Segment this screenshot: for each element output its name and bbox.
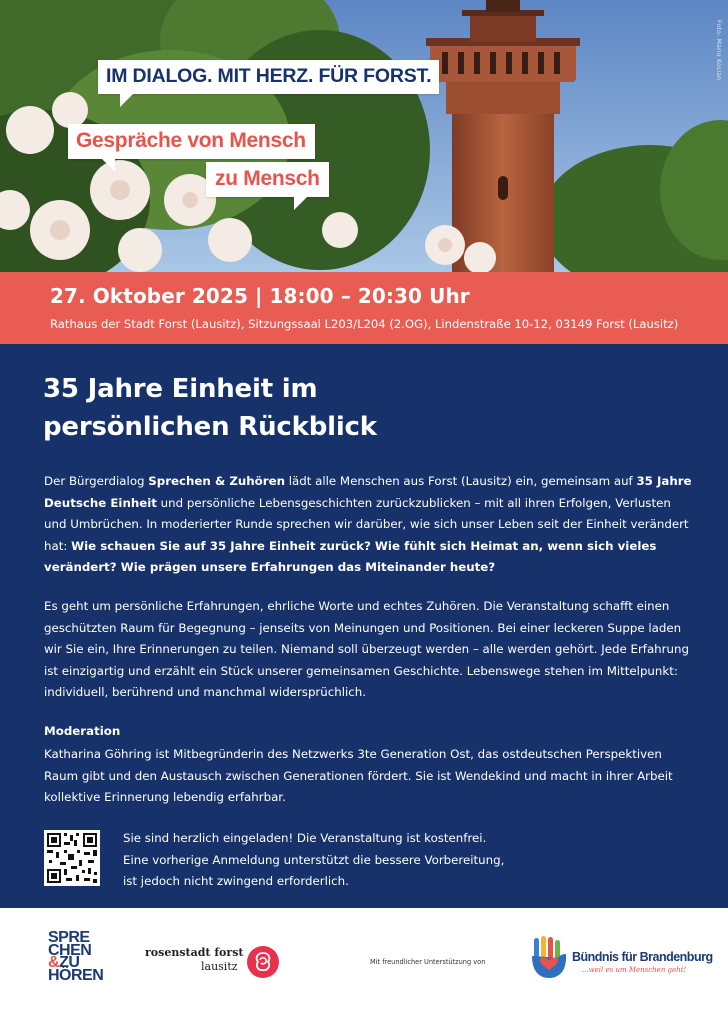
- speech-bubble-conversations: Gespräche von Mensch: [68, 124, 315, 159]
- buendnis-logo-tagline: ...weil es um Menschen geht!: [582, 966, 687, 974]
- invitation-line-1: Sie sind herzlich eingeladen! Die Veranstaltung ist kostenfrei.: [123, 831, 487, 845]
- sprechen-zuhoeren-logo: [48, 929, 104, 984]
- moderation-text: Katharina Göhring ist Mitbegründerin des Netzwerks 3te Generation Ost, das ostdeutschen Perspektiven Raum gibt und den Austausch zwischen Generationen fördert. Sie ist Wendekind und macht in ihrer Arbeit kollektive Erinnerung lebendig erfahrbar.: [44, 747, 673, 804]
- rosenstadt-forst-logo-name: rosenstadt forst: [145, 946, 244, 959]
- moderation-title: Moderation: [44, 724, 121, 738]
- speech-bubble-slogan: IM DIALOG. MIT HERZ. FÜR FORST.: [98, 60, 439, 94]
- intro-paragraph: [44, 471, 692, 579]
- sz-logo-line-2: CHEN: [48, 941, 92, 959]
- sz-logo-line-4: HÖREN: [48, 966, 104, 984]
- event-date-band: [0, 272, 728, 344]
- intro-text-d: 35 Jahre Deutsche Einheit: [44, 474, 692, 510]
- intro-questions: Wie schauen Sie auf 35 Jahre Einheit zurück? Wie fühlt sich Heimat an, wenn sich vieles verändert? Wie prägen unsere Erfahrungen das Miteinander heute?: [44, 538, 657, 574]
- qr-code-icon: [44, 830, 100, 886]
- headline-line-1: 35 Jahre Einheit im: [43, 374, 318, 404]
- main-content: [0, 344, 728, 908]
- headline: [43, 370, 643, 446]
- rosenstadt-forst-logo-sub: lausitz: [201, 960, 238, 973]
- footer: [0, 908, 728, 1024]
- sz-logo-ampersand: &: [48, 954, 60, 971]
- qr-code[interactable]: [44, 830, 100, 886]
- hand-heart-icon: [528, 936, 570, 980]
- photo-credit: Foto: Mario Kosian: [715, 20, 722, 81]
- sz-logo-line-3: ZU: [59, 954, 80, 971]
- invitation-line-3: ist jedoch nicht zwingend erforderlich.: [123, 874, 349, 888]
- invitation-line-2: Eine vorherige Anmeldung unterstützt die bessere Vorbereitung,: [123, 852, 505, 867]
- invitation-text: [123, 828, 504, 893]
- intro-text-b: Sprechen & Zuhören: [148, 474, 286, 488]
- intro-text-e: und persönliche Lebensgeschichten zurückzublicken – mit all ihren Erfolgen, Verlusten und Umbrüchen. In moderierter Runde sprechen wir darüber, wie sich unser Leben seit der Einheit verändert hat:: [44, 495, 689, 553]
- support-text: Mit freundlicher Unterstützung von: [370, 958, 486, 966]
- rose-icon: [246, 945, 280, 979]
- event-venue: Rathaus der Stadt Forst (Lausitz), Sitzungssaal L203/L204 (2.OG), Lindenstraße 10-12, 03149 Forst (Lausitz): [50, 317, 679, 331]
- hero-image: [0, 0, 728, 272]
- speech-bubble-person: zu Mensch: [206, 162, 329, 197]
- buendnis-logo-name: Bündnis für Brandenburg: [572, 950, 713, 964]
- body-paragraph: Es geht um persönliche Erfahrungen, ehrliche Worte und echtes Zuhören. Die Veranstaltung schafft einen geschützten Raum für Begegnung – jenseits von Meinungen und Positionen. Bei einer leckeren Suppe laden wir Sie ein, Ihre Erinnerungen zu teilen. Niemand soll überzeugt werden – alle werden gehört. Jede Erfahrung ist einzigartig und erzählt ein Stück unserer gemeinsamen Geschichte. Lebenswege stehen im Mittelpunkt: individuell, berührend und manchmal widersprüchlich.: [44, 599, 689, 699]
- sz-logo-line-1: SPRE: [48, 929, 90, 946]
- event-date-time: 27. Oktober 2025 | 18:00 – 20:30 Uhr: [50, 284, 470, 308]
- intro-text-a: Der Bürgerdialog: [44, 474, 149, 488]
- headline-line-2: persönlichen Rückblick: [43, 412, 377, 442]
- intro-text-c: lädt alle Menschen aus Forst (Lausitz) ein, gemeinsam auf: [285, 474, 637, 488]
